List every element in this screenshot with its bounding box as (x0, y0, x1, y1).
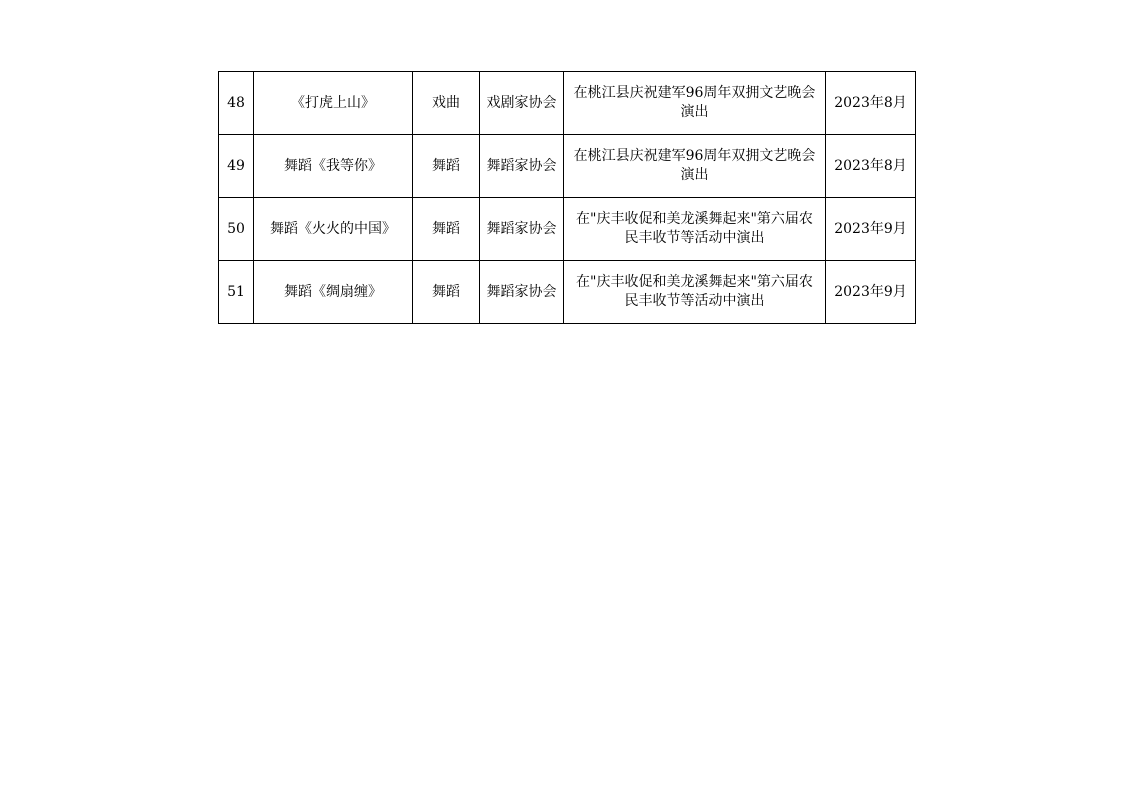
work-title-cell: 舞蹈《绸扇缠》 (254, 261, 413, 324)
performance-records-table (218, 71, 916, 324)
performance-description-cell: 在桃江县庆祝建军96周年双拥文艺晚会演出 (564, 135, 826, 198)
table-row (219, 198, 916, 261)
table-row (219, 261, 916, 324)
table-row (219, 135, 916, 198)
work-title-cell: 舞蹈《我等你》 (254, 135, 413, 198)
organization-cell: 舞蹈家协会 (480, 261, 564, 324)
genre-cell: 舞蹈 (413, 198, 480, 261)
performance-description-cell: 在桃江县庆祝建军96周年双拥文艺晚会演出 (564, 72, 826, 135)
performance-description-cell: 在"庆丰收促和美龙溪舞起来"第六届农民丰收节等活动中演出 (564, 261, 826, 324)
genre-cell: 戏曲 (413, 72, 480, 135)
work-title-cell: 《打虎上山》 (254, 72, 413, 135)
date-cell: 2023年9月 (826, 261, 916, 324)
date-cell: 2023年8月 (826, 72, 916, 135)
date-cell: 2023年9月 (826, 198, 916, 261)
performance-description-cell: 在"庆丰收促和美龙溪舞起来"第六届农民丰收节等活动中演出 (564, 198, 826, 261)
row-number-cell: 49 (219, 135, 254, 198)
genre-cell: 舞蹈 (413, 135, 480, 198)
genre-cell: 舞蹈 (413, 261, 480, 324)
row-number-cell: 51 (219, 261, 254, 324)
row-number-cell: 50 (219, 198, 254, 261)
work-title-cell: 舞蹈《火火的中国》 (254, 198, 413, 261)
organization-cell: 舞蹈家协会 (480, 198, 564, 261)
organization-cell: 舞蹈家协会 (480, 135, 564, 198)
organization-cell: 戏剧家协会 (480, 72, 564, 135)
date-cell: 2023年8月 (826, 135, 916, 198)
row-number-cell: 48 (219, 72, 254, 135)
table-row (219, 72, 916, 135)
